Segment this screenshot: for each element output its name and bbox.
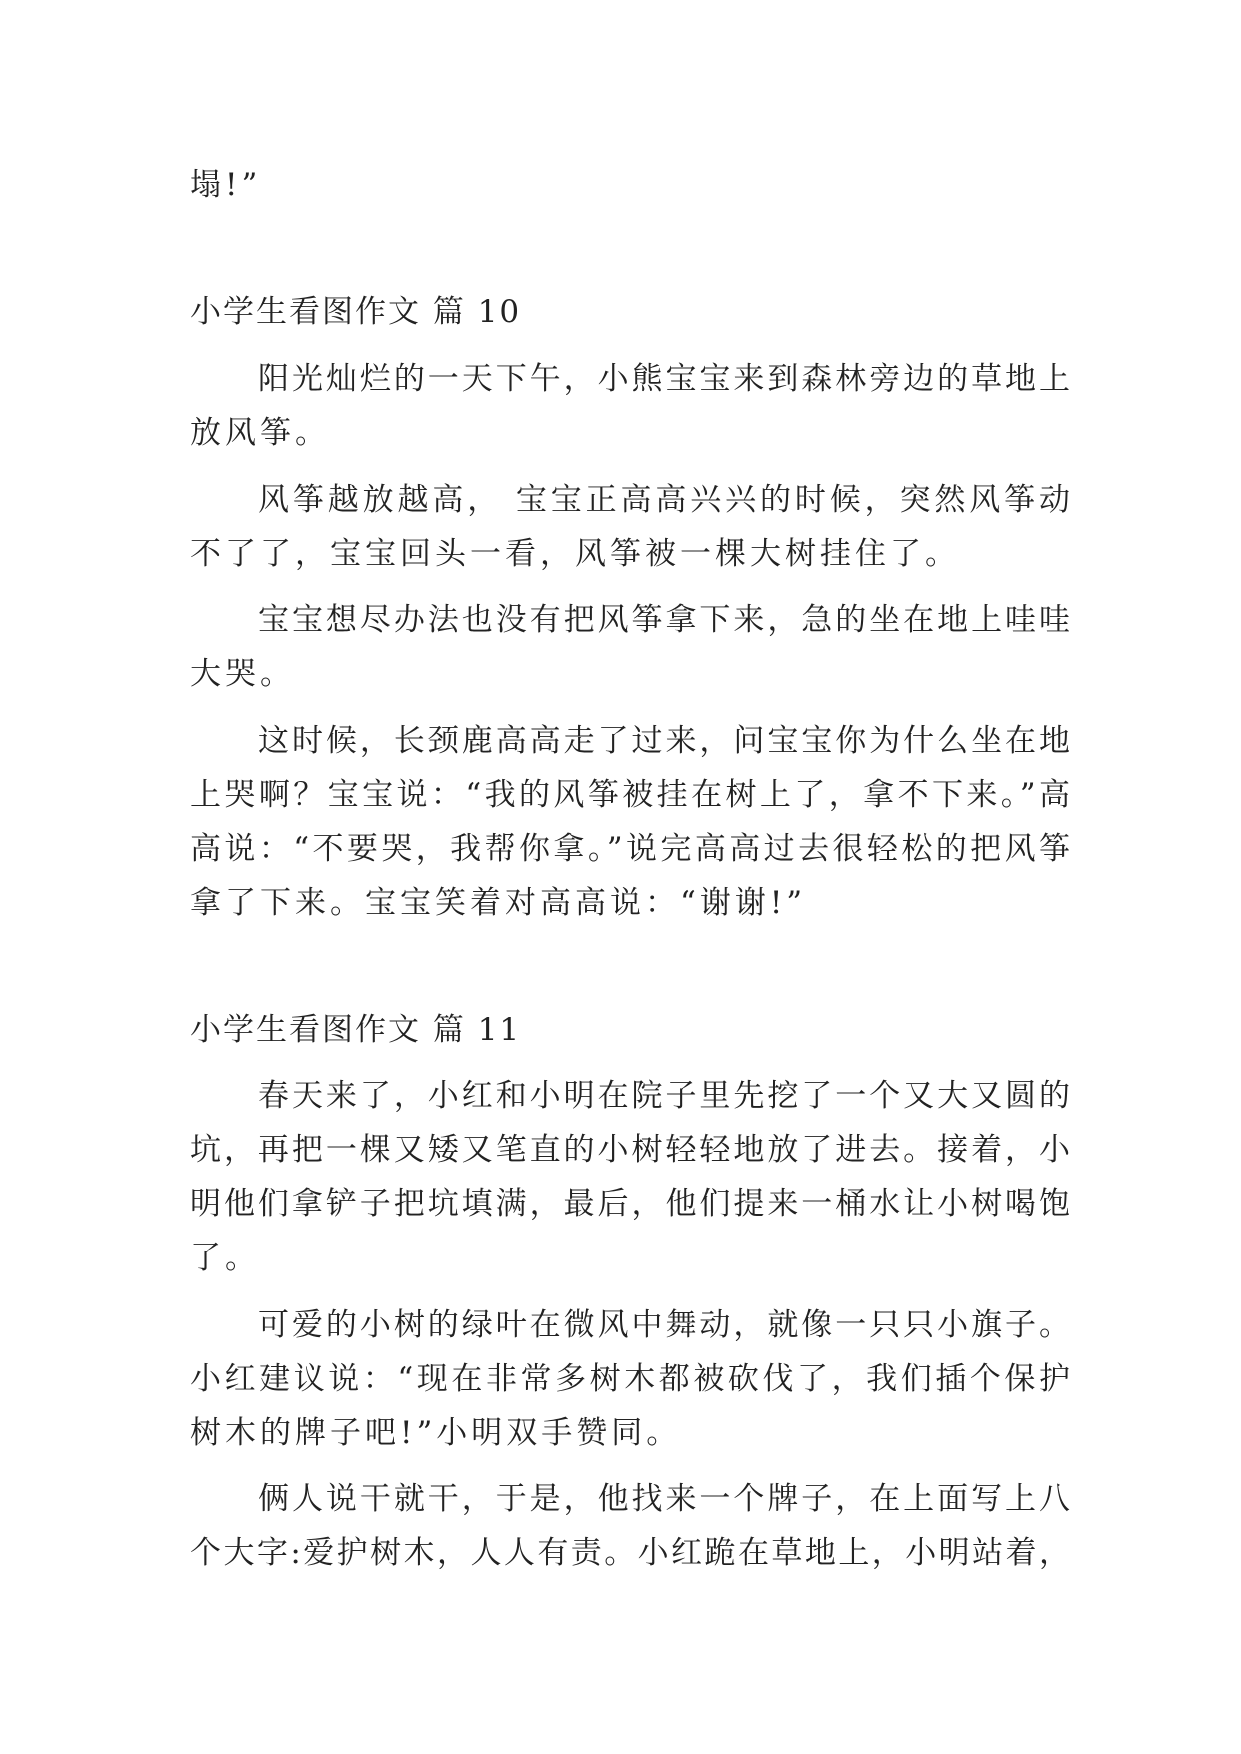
text-line: 这时候，长颈鹿高高走了过来，问宝宝你为什么坐在地 [258,723,1070,759]
text-line: 个大字:爱护树木，人人有责。小红跪在草地上，小明站着， [190,1535,1070,1571]
text-line: 上哭啊？宝宝说：“我的风筝被挂在树上了，拿不下来。”高 [190,777,1070,813]
text-line: 大哭。 [190,656,295,692]
text-line: 风筝越放越高， 宝宝正高高兴兴的时候，突然风筝动 [258,482,1070,518]
text-line: 俩人说干就干，于是，他找来一个牌子，在上面写上八 [258,1481,1070,1517]
section-heading: 小学生看图作文 篇 11 [190,1012,522,1048]
section-heading: 小学生看图作文 篇 10 [190,294,522,330]
text-line: 高说：“不要哭，我帮你拿。”说完高高过去很轻松的把风筝 [190,831,1070,867]
text-line: 了。 [190,1240,260,1276]
text-line: 可爱的小树的绿叶在微风中舞动，就像一只只小旗子。 [258,1307,1070,1343]
text-line: 塌!” [190,167,262,203]
text-line: 阳光灿烂的一天下午，小熊宝宝来到森林旁边的草地上 [258,361,1070,397]
text-line: 春天来了，小红和小明在院子里先挖了一个又大又圆的 [258,1078,1070,1114]
text-line: 放风筝。 [190,415,330,451]
text-line: 宝宝想尽办法也没有把风筝拿下来，急的坐在地上哇哇 [258,602,1070,638]
text-line: 坑，再把一棵又矮又笔直的小树轻轻地放了进去。接着，小 [190,1132,1070,1168]
text-line: 明他们拿铲子把坑填满，最后，他们提来一桶水让小树喝饱 [190,1186,1070,1222]
text-line: 树木的牌子吧!”小明双手赞同。 [190,1415,682,1451]
text-line: 小红建议说：“现在非常多树木都被砍伐了，我们插个保护 [190,1361,1070,1397]
text-line: 拿了下来。宝宝笑着对高高说：“谢谢!” [190,885,807,921]
text-line: 不了了，宝宝回头一看，风筝被一棵大树挂住了。 [190,536,960,572]
